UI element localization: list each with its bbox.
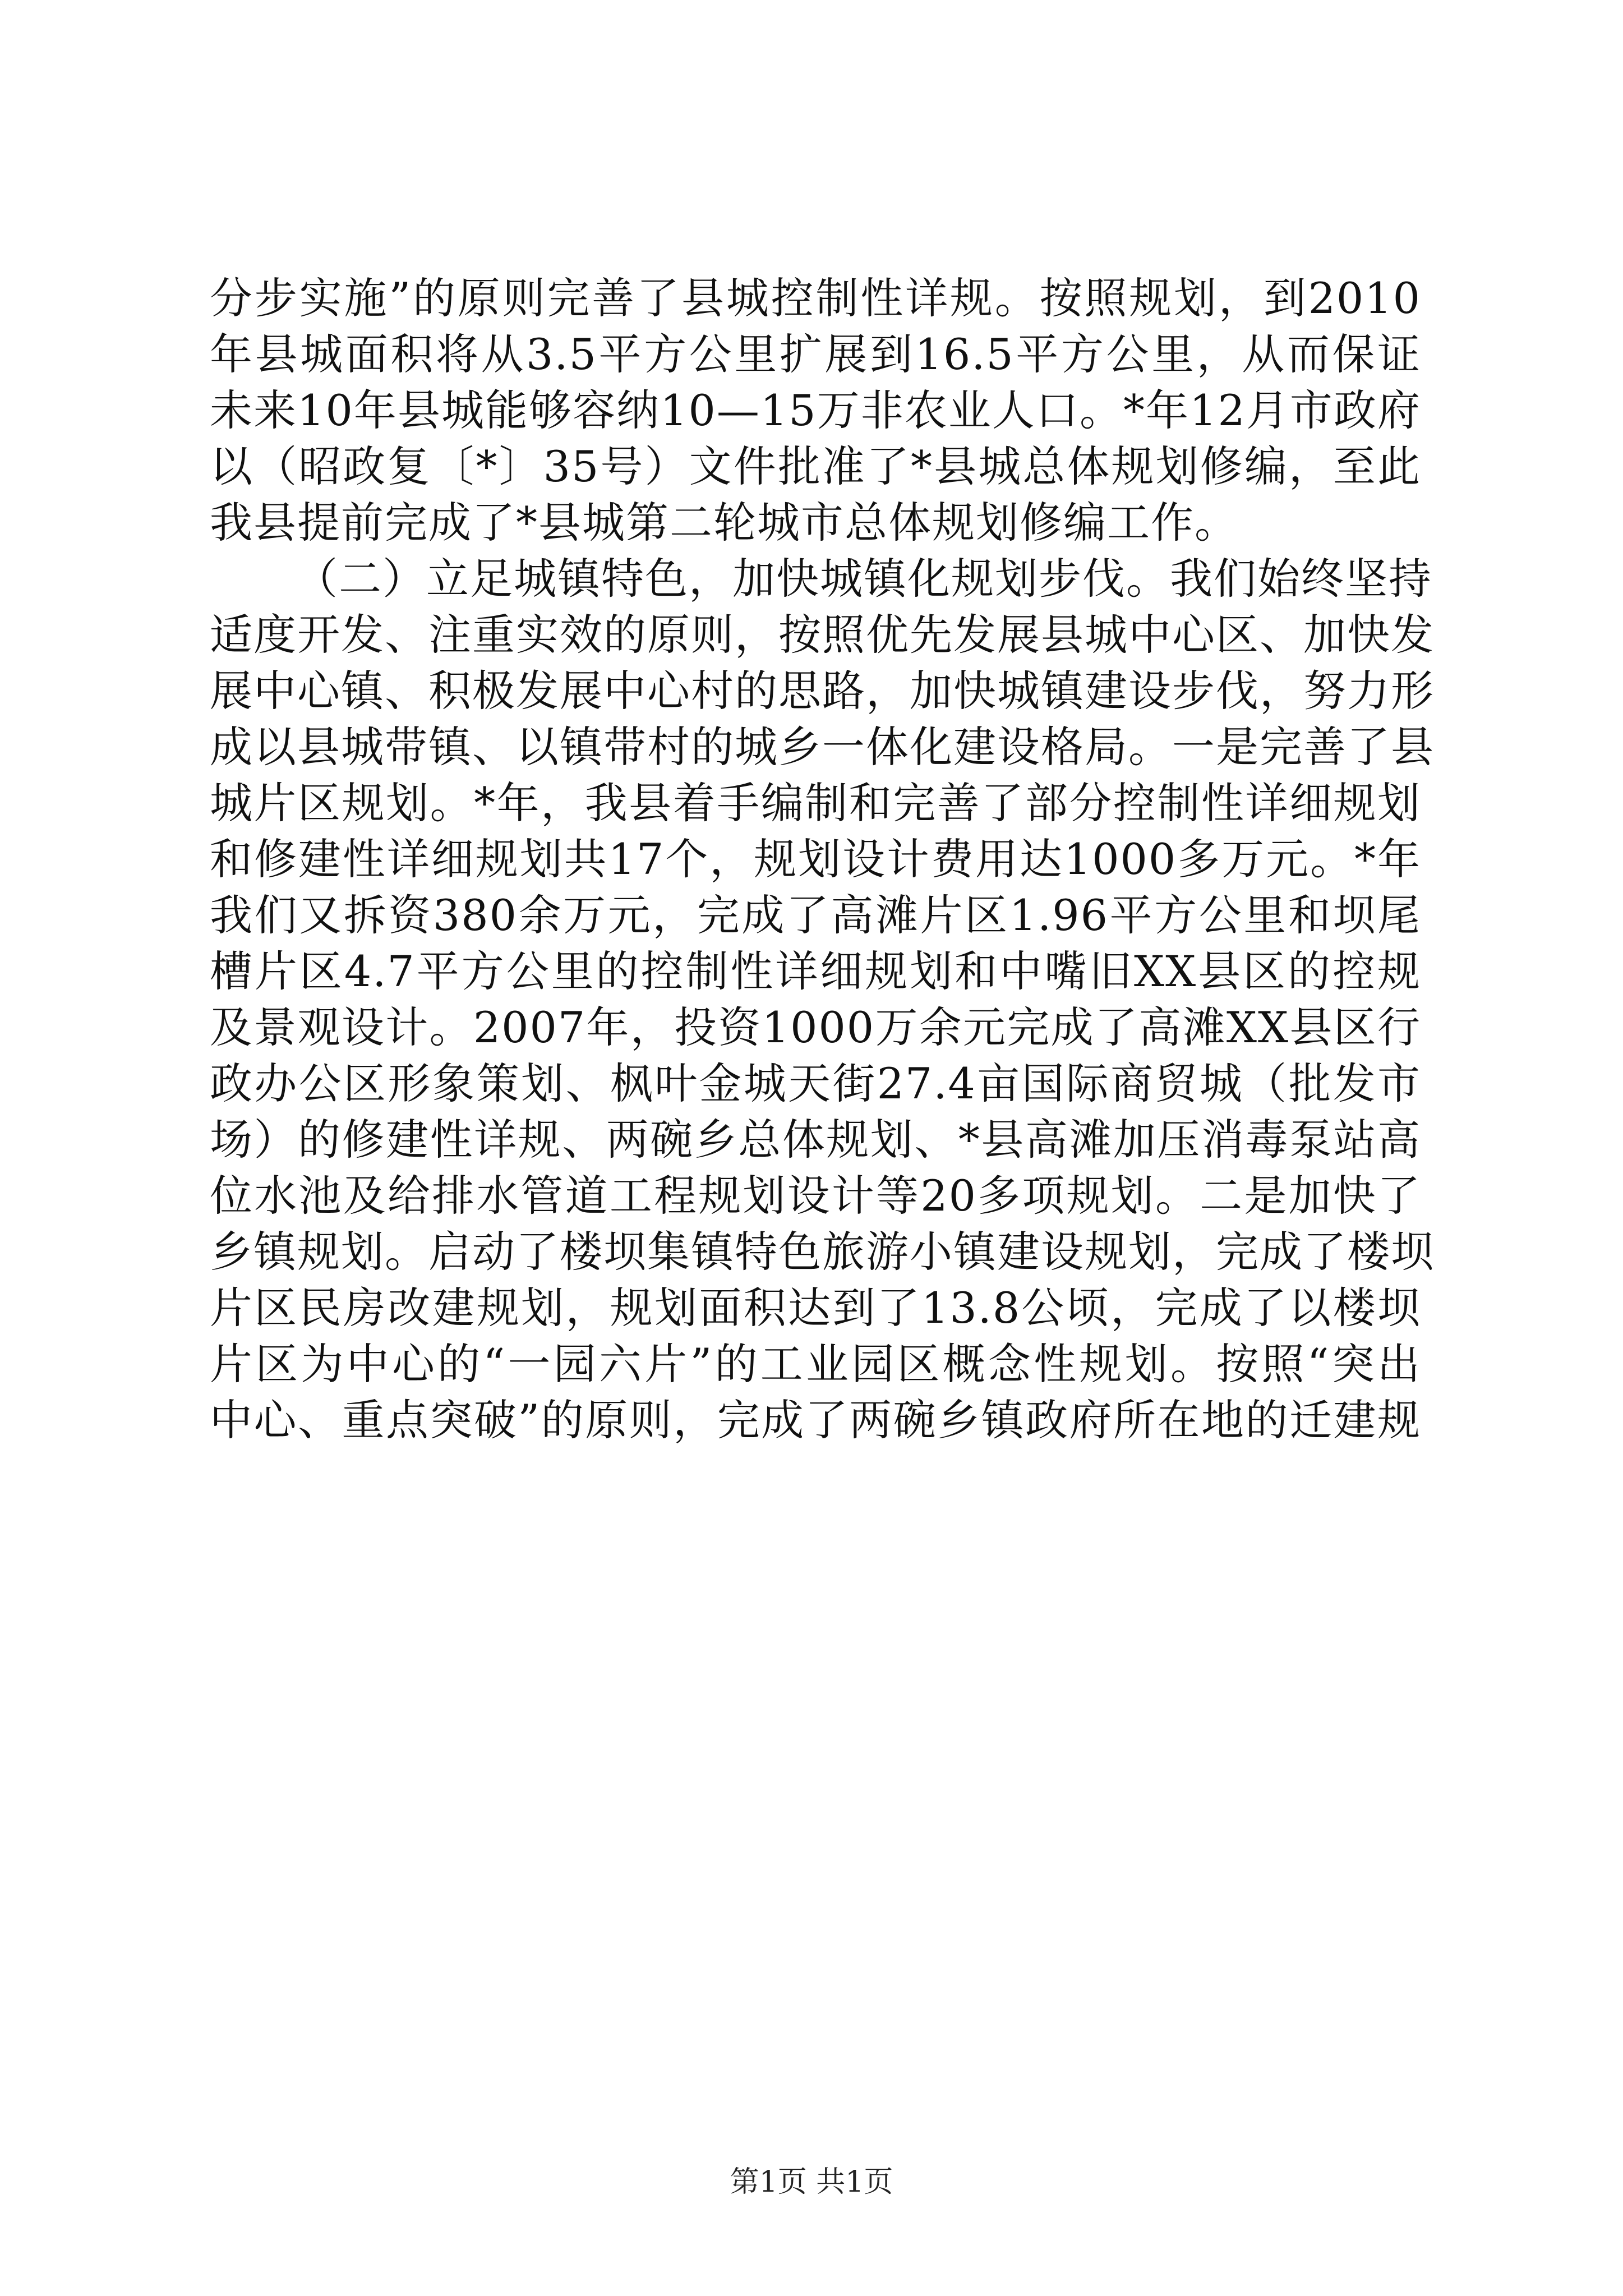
text-line: 成以县城带镇、以镇带村的城乡一体化建设格局。一是完善了县: [210, 722, 1435, 772]
text-line: 适度开发、注重实效的原则，按照优先发展县城中心区、加快发: [210, 610, 1435, 660]
text-line: 乡镇规划。启动了楼坝集镇特色旅游小镇建设规划，完成了楼坝: [210, 1227, 1435, 1277]
text-line: 年县城面积将从3.5平方公里扩展到16.5平方公里，从而保证: [210, 329, 1421, 379]
page-footer: [0, 2162, 1623, 2202]
paragraph-start-line: （二）立足城镇特色，加快城镇化规划步伐。我们始终坚持: [295, 554, 1432, 604]
text-line: 槽片区4.7平方公里的控制性详细规划和中嘴旧XX县区的控规: [210, 946, 1421, 996]
text-line: 及景观设计。2007年，投资1000万余元完成了高滩XX县区行: [210, 1002, 1421, 1052]
text-line: 城片区规划。*年，我县着手编制和完善了部分控制性详细规划: [210, 778, 1421, 828]
text-line: 片区为中心的“一园六片”的工业园区概念性规划。按照“突出: [210, 1339, 1421, 1389]
text-line: 片区民房改建规划，规划面积达到了13.8公顷，完成了以楼坝: [210, 1283, 1421, 1333]
page-number-label: 第1页 共1页: [730, 2165, 893, 2199]
text-line: 分步实施”的原则完善了县城控制性详规。按照规划，到2010: [210, 273, 1421, 323]
text-line: 场）的修建性详规、两碗乡总体规划、*县高滩加压消毒泵站高: [210, 1115, 1421, 1165]
text-line: 展中心镇、积极发展中心村的思路，加快城镇建设步伐，努力形: [210, 666, 1435, 716]
text-line: 和修建性详细规划共17个，规划设计费用达1000多万元。*年: [210, 834, 1421, 884]
text-line: 以（昭政复〔*〕35号）文件批准了*县城总体规划修编，至此: [210, 441, 1421, 491]
text-line: 位水池及给排水管道工程规划设计等20多项规划。二是加快了: [210, 1171, 1421, 1221]
text-line: 未来10年县城能够容纳10—15万非农业人口。*年12月市政府: [210, 385, 1421, 435]
text-line: 我们又拆资380余万元，完成了高滩片区1.96平方公里和坝尾: [210, 890, 1421, 940]
body-text: [210, 270, 1435, 1448]
text-line: 政办公区形象策划、枫叶金城天街27.4亩国际商贸城（批发市: [210, 1059, 1421, 1108]
text-line: 中心、重点突破”的原则，完成了两碗乡镇政府所在地的迁建规: [210, 1395, 1421, 1445]
text-line: 我县提前完成了*县城第二轮城市总体规划修编工作。: [210, 498, 1238, 547]
